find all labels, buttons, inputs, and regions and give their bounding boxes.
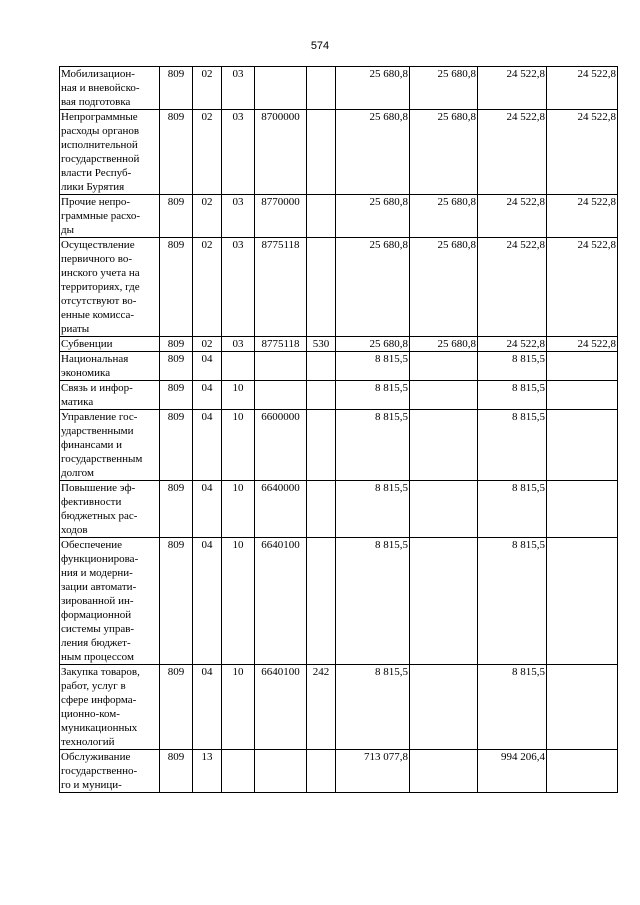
name-line: бюджетных рас- [61, 510, 138, 522]
name-line: лики Бурятия [61, 181, 125, 193]
table-row [60, 481, 618, 538]
table-row [60, 67, 618, 110]
cell-expense-type [307, 238, 336, 337]
name-line: первичного во- [61, 253, 133, 265]
table-row [60, 538, 618, 665]
table-row [60, 352, 618, 381]
name-line: государственной [61, 153, 140, 165]
cell-amount-1: 8 815,5 [336, 538, 410, 665]
cell-expense-type [307, 410, 336, 481]
name-line: Обслуживание [61, 751, 131, 763]
cell-target-article: 8700000 [255, 110, 307, 195]
cell-expense-type [307, 538, 336, 665]
cell-section: 04 [193, 352, 222, 381]
cell-section: 04 [193, 410, 222, 481]
cell-amount-2: 25 680,8 [410, 110, 478, 195]
name-line: Связь и инфор- [61, 382, 133, 394]
name-line: ходов [61, 524, 88, 536]
cell-subsection: 03 [222, 195, 255, 238]
cell-section: 13 [193, 750, 222, 793]
cell-subsection: 10 [222, 481, 255, 538]
cell-name [60, 538, 160, 665]
cell-amount-4: 24 522,8 [547, 110, 618, 195]
table-row [60, 337, 618, 352]
cell-amount-2 [410, 381, 478, 410]
cell-amount-4 [547, 381, 618, 410]
cell-amount-1: 25 680,8 [336, 238, 410, 337]
name-line: работ, услуг в [61, 680, 126, 692]
cell-expense-type [307, 195, 336, 238]
cell-name [60, 195, 160, 238]
cell-subsection: 10 [222, 381, 255, 410]
cell-target-article: 8775118 [255, 238, 307, 337]
cell-ved: 809 [160, 195, 193, 238]
cell-expense-type: 242 [307, 665, 336, 750]
page-number: 574 [310, 40, 330, 52]
cell-ved: 809 [160, 381, 193, 410]
name-line: ным процессом [61, 651, 134, 663]
cell-name [60, 238, 160, 337]
cell-amount-1: 8 815,5 [336, 481, 410, 538]
cell-expense-type: 530 [307, 337, 336, 352]
cell-amount-4: 24 522,8 [547, 337, 618, 352]
cell-amount-3: 24 522,8 [478, 110, 547, 195]
cell-amount-1: 25 680,8 [336, 337, 410, 352]
cell-section: 02 [193, 67, 222, 110]
cell-subsection: 10 [222, 538, 255, 665]
cell-amount-4 [547, 352, 618, 381]
name-line: матика [61, 396, 94, 408]
cell-section: 04 [193, 665, 222, 750]
cell-name [60, 750, 160, 793]
cell-amount-2 [410, 352, 478, 381]
cell-target-article [255, 352, 307, 381]
name-line: государственным [61, 453, 143, 465]
cell-ved: 809 [160, 410, 193, 481]
cell-section: 02 [193, 110, 222, 195]
cell-amount-4 [547, 410, 618, 481]
cell-section: 02 [193, 195, 222, 238]
table-row [60, 750, 618, 793]
cell-amount-3: 994 206,4 [478, 750, 547, 793]
name-line: граммные расхо- [61, 210, 141, 222]
cell-amount-4: 24 522,8 [547, 195, 618, 238]
cell-name [60, 110, 160, 195]
name-line: власти Респуб- [61, 167, 132, 179]
name-line: Обеспечение [61, 539, 122, 551]
name-line: ды [61, 224, 74, 236]
cell-ved: 809 [160, 352, 193, 381]
name-line: ционно-ком- [61, 708, 120, 720]
cell-section: 02 [193, 337, 222, 352]
cell-ved: 809 [160, 337, 193, 352]
cell-amount-2 [410, 750, 478, 793]
name-line: Закупка товаров, [61, 666, 140, 678]
cell-amount-3: 8 815,5 [478, 665, 547, 750]
cell-ved: 809 [160, 750, 193, 793]
table-row [60, 110, 618, 195]
cell-subsection: 03 [222, 110, 255, 195]
name-line: Национальная [61, 353, 129, 365]
name-line: риаты [61, 323, 90, 335]
name-line: сфере информа- [61, 694, 137, 706]
cell-ved: 809 [160, 110, 193, 195]
name-line: расходы органов [61, 125, 140, 137]
cell-subsection: 10 [222, 410, 255, 481]
cell-amount-4: 24 522,8 [547, 238, 618, 337]
cell-amount-1: 8 815,5 [336, 665, 410, 750]
name-line: ния и модерни- [61, 567, 133, 579]
cell-amount-3: 8 815,5 [478, 481, 547, 538]
cell-target-article: 6640100 [255, 538, 307, 665]
table-row [60, 195, 618, 238]
cell-amount-2: 25 680,8 [410, 238, 478, 337]
cell-name [60, 337, 160, 352]
cell-amount-1: 8 815,5 [336, 352, 410, 381]
cell-target-article [255, 67, 307, 110]
name-line: муникационных [61, 722, 138, 734]
cell-name [60, 67, 160, 110]
cell-amount-4 [547, 481, 618, 538]
name-line: фективности [61, 496, 122, 508]
cell-name [60, 352, 160, 381]
name-line: ления бюджет- [61, 637, 131, 649]
name-line: Осуществление [61, 239, 135, 251]
table-row [60, 410, 618, 481]
name-line: долгом [61, 467, 94, 479]
cell-target-article: 6640000 [255, 481, 307, 538]
cell-amount-1: 25 680,8 [336, 195, 410, 238]
name-line: енные комисса- [61, 309, 135, 321]
name-line: Мобилизацион- [61, 68, 135, 80]
cell-ved: 809 [160, 67, 193, 110]
cell-subsection: 03 [222, 67, 255, 110]
table-row [60, 381, 618, 410]
cell-amount-3: 24 522,8 [478, 337, 547, 352]
name-line: государственно- [61, 765, 138, 777]
cell-target-article: 8775118 [255, 337, 307, 352]
name-line: зации автомати- [61, 581, 137, 593]
cell-amount-3: 24 522,8 [478, 67, 547, 110]
cell-subsection [222, 750, 255, 793]
cell-name [60, 481, 160, 538]
budget-table [59, 66, 618, 793]
cell-amount-2 [410, 538, 478, 665]
cell-expense-type [307, 67, 336, 110]
cell-amount-2 [410, 665, 478, 750]
name-line: ная и вневойско- [61, 82, 140, 94]
cell-amount-3: 24 522,8 [478, 195, 547, 238]
cell-subsection [222, 352, 255, 381]
cell-section: 04 [193, 381, 222, 410]
name-line: экономика [61, 367, 111, 379]
cell-expense-type [307, 750, 336, 793]
cell-amount-3: 8 815,5 [478, 381, 547, 410]
cell-amount-3: 8 815,5 [478, 538, 547, 665]
cell-subsection: 03 [222, 238, 255, 337]
table-body [60, 67, 618, 793]
cell-section: 04 [193, 538, 222, 665]
cell-target-article: 6640100 [255, 665, 307, 750]
name-line: зированной ин- [61, 595, 134, 607]
cell-amount-1: 8 815,5 [336, 410, 410, 481]
cell-target-article: 6600000 [255, 410, 307, 481]
cell-amount-3: 8 815,5 [478, 410, 547, 481]
cell-expense-type [307, 352, 336, 381]
cell-section: 02 [193, 238, 222, 337]
name-line: системы управ- [61, 623, 135, 635]
cell-ved: 809 [160, 538, 193, 665]
name-line: отсутствуют во- [61, 295, 137, 307]
cell-amount-4: 24 522,8 [547, 67, 618, 110]
cell-target-article [255, 750, 307, 793]
name-line: исполнительной [61, 139, 138, 151]
name-line: вая подготовка [61, 96, 131, 108]
name-line: го и муници- [61, 779, 122, 791]
cell-amount-1: 8 815,5 [336, 381, 410, 410]
cell-section: 04 [193, 481, 222, 538]
cell-target-article: 8770000 [255, 195, 307, 238]
cell-amount-2 [410, 481, 478, 538]
table-row [60, 238, 618, 337]
table-row [60, 665, 618, 750]
name-line: Повышение эф- [61, 482, 136, 494]
name-line: Управление гос- [61, 411, 138, 423]
cell-amount-2: 25 680,8 [410, 195, 478, 238]
cell-amount-2: 25 680,8 [410, 67, 478, 110]
cell-ved: 809 [160, 665, 193, 750]
cell-target-article [255, 381, 307, 410]
cell-subsection: 10 [222, 665, 255, 750]
name-line: территориях, где [61, 281, 140, 293]
cell-amount-1: 713 077,8 [336, 750, 410, 793]
cell-expense-type [307, 110, 336, 195]
cell-amount-3: 8 815,5 [478, 352, 547, 381]
cell-name [60, 665, 160, 750]
name-line: функционирова- [61, 553, 139, 565]
cell-amount-1: 25 680,8 [336, 110, 410, 195]
name-line: инского учета на [61, 267, 140, 279]
cell-amount-2: 25 680,8 [410, 337, 478, 352]
cell-amount-4 [547, 538, 618, 665]
cell-name [60, 410, 160, 481]
cell-amount-3: 24 522,8 [478, 238, 547, 337]
cell-amount-2 [410, 410, 478, 481]
cell-name [60, 381, 160, 410]
cell-expense-type [307, 481, 336, 538]
cell-ved: 809 [160, 238, 193, 337]
cell-subsection: 03 [222, 337, 255, 352]
cell-amount-4 [547, 665, 618, 750]
name-line: Субвенции [61, 338, 113, 350]
name-line: технологий [61, 736, 115, 748]
name-line: финансами и [61, 439, 123, 451]
cell-amount-1: 25 680,8 [336, 67, 410, 110]
name-line: Прочие непро- [61, 196, 131, 208]
cell-ved: 809 [160, 481, 193, 538]
cell-expense-type [307, 381, 336, 410]
name-line: ударственными [61, 425, 134, 437]
name-line: формационной [61, 609, 132, 621]
cell-amount-4 [547, 750, 618, 793]
name-line: Непрограммные [61, 111, 138, 123]
